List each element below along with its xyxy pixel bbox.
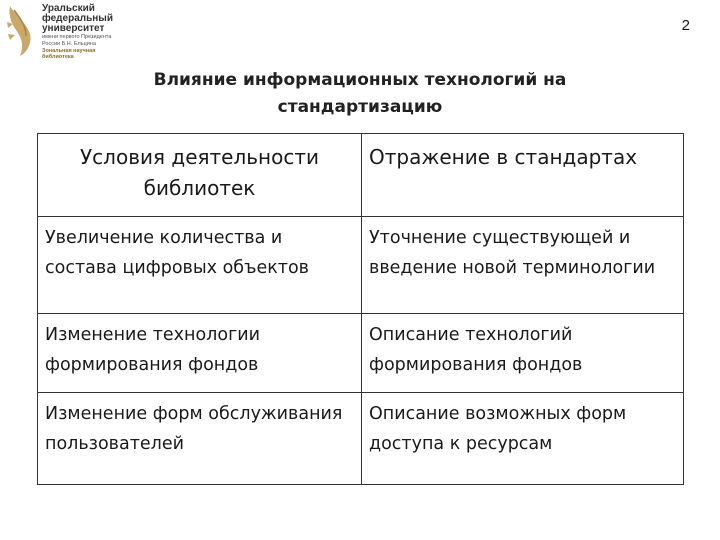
slide-title: [0, 67, 720, 121]
table-cell: Описание технологий формирования фондов: [362, 314, 684, 393]
table-row: [38, 393, 684, 485]
table-cell: Изменение форм обслуживания пользователей: [38, 393, 362, 485]
standards-table: [37, 133, 684, 485]
logo-name-line1: Уральский: [42, 3, 95, 14]
page-number: 2: [681, 17, 690, 34]
slide-title-line2: стандартизацию: [277, 97, 443, 117]
logo-inst-line2: библиотека: [42, 54, 74, 60]
header-cell-conditions: Условия деятельности библиотек: [38, 134, 362, 217]
logo-name-line2: федеральный: [42, 13, 113, 24]
table-cell: Изменение технологии формирования фондов: [38, 314, 362, 393]
table-row: [38, 217, 684, 314]
header-cell-standards: Отражение в стандартах: [362, 134, 684, 217]
table-cell: Увеличение количества и состава цифровых объектов: [38, 217, 362, 314]
table-row: [38, 314, 684, 393]
university-logo: [4, 2, 124, 64]
logo-inst-line1: Зональная научная: [42, 48, 96, 54]
table-header-row: [38, 134, 684, 217]
table-cell: Уточнение существующей и введение новой терминологии: [362, 217, 684, 314]
table-cell: Описание возможных форм доступа к ресурсам: [362, 393, 684, 485]
logo-emblem-icon: [4, 2, 38, 58]
slide-title-line1: Влияние информационных технологий на: [153, 70, 567, 90]
logo-sub-line1: имени первого Президента: [42, 34, 112, 40]
logo-sub-line2: России Б.Н. Ельцина: [42, 41, 96, 47]
logo-name-line3: университет: [42, 23, 105, 34]
